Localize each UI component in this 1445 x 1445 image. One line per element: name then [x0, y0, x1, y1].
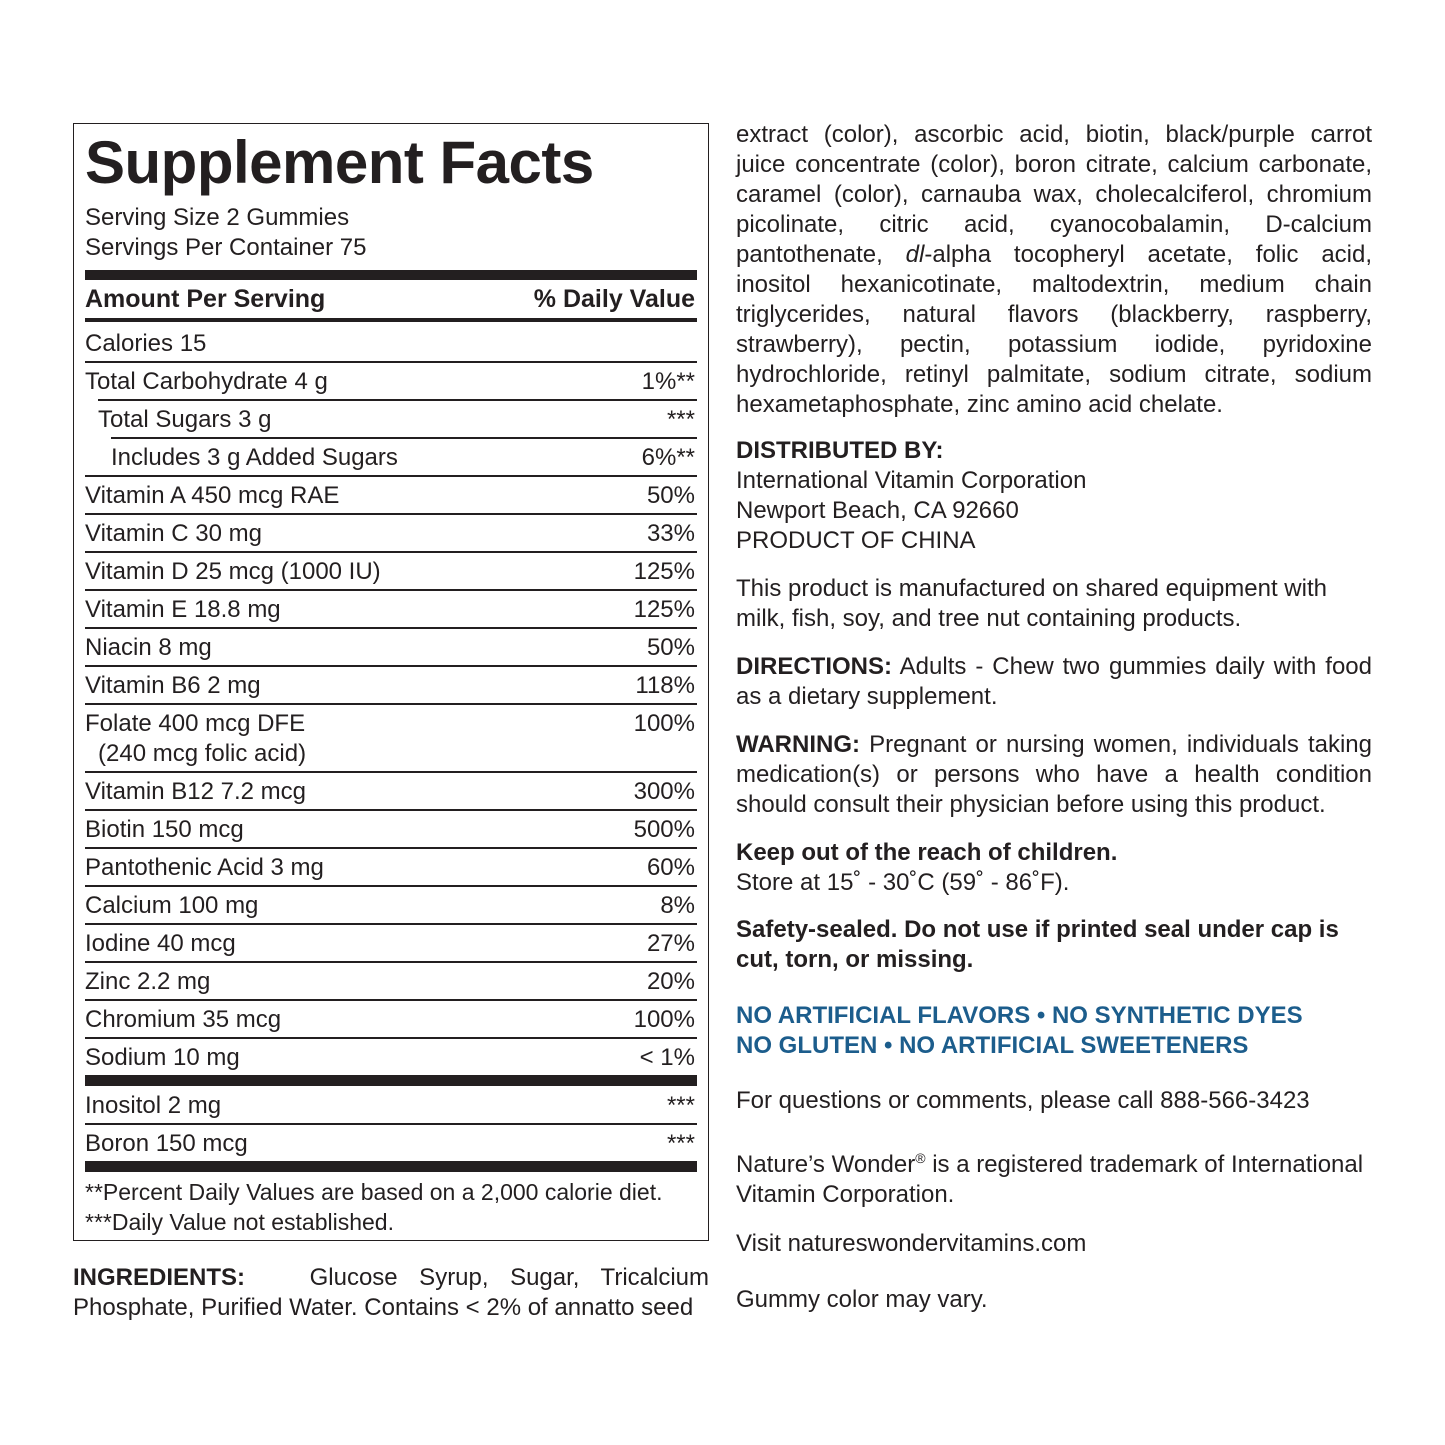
distributor-address: Newport Beach, CA 92660	[736, 497, 1019, 524]
nutrient-row	[85, 438, 697, 476]
ingredients-text-part3: -alpha tocopheryl acetate, folic acid, inositol hexanicotinate, maltodextrin, medium chain triglycerides, natural flavors (blackberry, raspberry, strawberry), pectin, potassium iodide, pyridoxine hydrochloride, retinyl palmitate, sodium citrate, sodium hexametaphosphate, zinc amino acid chelate.	[736, 241, 1373, 418]
warning-text: Pregnant or nursing women, individuals taking medication(s) or persons who have a health condition should consult their physician before using this product.	[736, 731, 1372, 818]
gummy-color-note: Gummy color may vary.	[736, 1286, 988, 1313]
supplement-facts-panel	[73, 123, 709, 1241]
nutrient-daily-value: ***	[666, 1092, 695, 1119]
distributor-label: DISTRIBUTED BY:	[736, 437, 944, 464]
ingredients-italic: dl	[905, 241, 925, 268]
directions-text: Adults - Chew two gummies daily with food as a dietary supplement.	[736, 653, 1373, 710]
questions-contact: For questions or comments, please call 888-566-3423	[736, 1087, 1310, 1114]
distributor-company: International Vitamin Corporation	[736, 467, 1087, 494]
nutrient-row	[85, 628, 697, 666]
claims-line-2: NO GLUTEN • NO ARTIFICIAL SWEETENERS	[736, 1032, 1249, 1059]
storage-instructions: Store at 15˚ - 30˚C (59˚ - 86˚F).	[736, 869, 1070, 896]
nutrient-daily-value: 60%	[646, 854, 695, 881]
nutrient-name: Calories 15	[85, 330, 207, 357]
amount-per-serving-label: Amount Per Serving	[85, 285, 326, 313]
directions-block	[736, 652, 1372, 712]
nutrient-daily-value: 300%	[633, 778, 695, 805]
registered-mark: ®	[915, 1150, 926, 1166]
nutrient-daily-value: 50%	[646, 634, 695, 661]
nutrient-row	[85, 886, 697, 924]
nutrient-name-subline: (240 mcg folic acid)	[98, 740, 307, 767]
nutrient-row	[85, 362, 697, 400]
nutrient-name: Iodine 40 mcg	[85, 930, 236, 957]
trademark-text: is a registered trademark of International Vitamin Corporation.	[736, 1151, 1364, 1208]
nutrient-name: Vitamin C 30 mg	[85, 520, 262, 547]
nutrient-daily-value: 6%**	[641, 444, 695, 471]
nutrient-name: Vitamin B6 2 mg	[85, 672, 261, 699]
nutrient-name: Vitamin E 18.8 mg	[85, 596, 281, 623]
nutrient-row	[85, 924, 697, 962]
facts-title: Supplement Facts	[85, 129, 594, 196]
directions-label: DIRECTIONS:	[736, 653, 892, 680]
allergen-note: This product is manufactured on shared equipment with milk, fish, soy, and tree nut containing products.	[736, 575, 1327, 632]
nutrient-daily-value: 125%	[633, 596, 695, 623]
serving-size: Serving Size 2 Gummies	[85, 204, 350, 231]
nutrient-daily-value: 1%**	[641, 368, 695, 395]
nutrient-daily-value: 125%	[633, 558, 695, 585]
servings-per-container: Servings Per Container 75	[85, 234, 367, 261]
nutrient-name: Vitamin D 25 mcg (1000 IU)	[85, 558, 381, 585]
nutrient-name: Calcium 100 mg	[85, 892, 259, 919]
country-of-origin: PRODUCT OF CHINA	[736, 527, 976, 554]
nutrient-name: Vitamin A 450 mcg RAE	[85, 482, 340, 509]
nutrient-name: Biotin 150 mcg	[85, 816, 244, 843]
footnote-not-established: ***Daily Value not established.	[85, 1209, 394, 1235]
nutrient-name: Zinc 2.2 mg	[85, 968, 211, 995]
nutrient-row	[85, 324, 697, 362]
nutrient-row	[85, 1086, 697, 1124]
nutrient-row	[85, 1038, 697, 1076]
nutrient-daily-value: ***	[666, 406, 695, 433]
nutrient-row	[85, 848, 697, 886]
nutrient-name: Niacin 8 mg	[85, 634, 212, 661]
claims-block	[736, 1001, 1372, 1061]
nutrient-name: Pantothenic Acid 3 mg	[85, 854, 324, 881]
ingredients-block	[73, 1263, 709, 1323]
nutrient-row	[85, 772, 697, 810]
nutrient-row	[85, 590, 697, 628]
nutrient-name: Total Carbohydrate 4 g	[85, 368, 328, 395]
ingredients-text-part2: extract (color), ascorbic acid, biotin, black/purple carrot juice concentrate (color), boron citrate, calcium carbonate, caramel (color), carnauba wax, cholecalciferol, chromium picolinate, citric acid, cyanocobalamin, D-calcium pantothenate,	[736, 121, 1372, 268]
nutrient-row	[85, 514, 697, 552]
nutrient-name: Total Sugars 3 g	[98, 406, 272, 433]
nutrient-row	[85, 400, 697, 438]
nutrient-daily-value: 500%	[633, 816, 695, 843]
nutrient-name: Folate 400 mcg DFE	[85, 710, 306, 737]
nutrient-daily-value: 20%	[646, 968, 695, 995]
nutrient-daily-value: < 1%	[639, 1044, 695, 1071]
nutrient-name: Inositol 2 mg	[85, 1092, 222, 1119]
nutrient-daily-value: 27%	[646, 930, 695, 957]
safety-sealed-note: Safety-sealed. Do not use if printed seal under cap is cut, torn, or missing.	[736, 916, 1339, 973]
thick-divider-bottom	[85, 1161, 697, 1172]
nutrient-daily-value: 50%	[646, 482, 695, 509]
children-block	[736, 838, 1372, 898]
nutrient-name: Chromium 35 mcg	[85, 1006, 282, 1033]
nutrient-daily-value: 8%	[660, 892, 695, 919]
medium-divider	[85, 318, 697, 322]
trademark-note	[736, 1143, 1372, 1210]
nutrient-row	[85, 552, 697, 590]
ingredients-label: INGREDIENTS:	[73, 1264, 246, 1291]
keep-out-of-reach: Keep out of the reach of children.	[736, 839, 1118, 866]
ingredients-continued	[736, 120, 1372, 420]
nutrient-row	[85, 476, 697, 514]
nutrient-row	[85, 666, 697, 704]
thick-divider-middle	[85, 1075, 697, 1086]
daily-value-label: % Daily Value	[533, 285, 695, 313]
nutrient-name: Vitamin B12 7.2 mcg	[85, 778, 307, 805]
nutrient-name: Includes 3 g Added Sugars	[111, 444, 398, 471]
nutrient-row	[85, 962, 697, 1000]
nutrient-row	[85, 810, 697, 848]
website-note: Visit natureswondervitamins.com	[736, 1230, 1087, 1257]
distributor-block	[736, 436, 1372, 556]
thick-divider-top	[85, 270, 697, 280]
nutrient-daily-value: 100%	[633, 1006, 695, 1033]
nutrient-row	[85, 704, 697, 772]
warning-label: WARNING:	[736, 731, 860, 758]
ingredients-text-part1: Glucose Syrup, Sugar, Tricalcium Phosphate, Purified Water. Contains < 2% of annatto seed	[73, 1264, 709, 1321]
nutrient-name: Sodium 10 mg	[85, 1044, 240, 1071]
nutrient-row	[85, 1000, 697, 1038]
nutrient-name: Boron 150 mcg	[85, 1130, 248, 1157]
nutrient-daily-value: 33%	[646, 520, 695, 547]
nutrient-row	[85, 1124, 697, 1162]
brand-name: Nature’s Wonder	[736, 1151, 916, 1178]
nutrient-daily-value: ***	[666, 1130, 695, 1157]
nutrient-daily-value: 118%	[635, 672, 695, 699]
claims-line-1: NO ARTIFICIAL FLAVORS • NO SYNTHETIC DYES	[736, 1002, 1303, 1029]
nutrient-daily-value: 100%	[633, 710, 695, 737]
warning-block	[736, 730, 1372, 820]
footnote-percent: **Percent Daily Values are based on a 2,000 calorie diet.	[85, 1179, 663, 1205]
column-header	[85, 282, 697, 316]
